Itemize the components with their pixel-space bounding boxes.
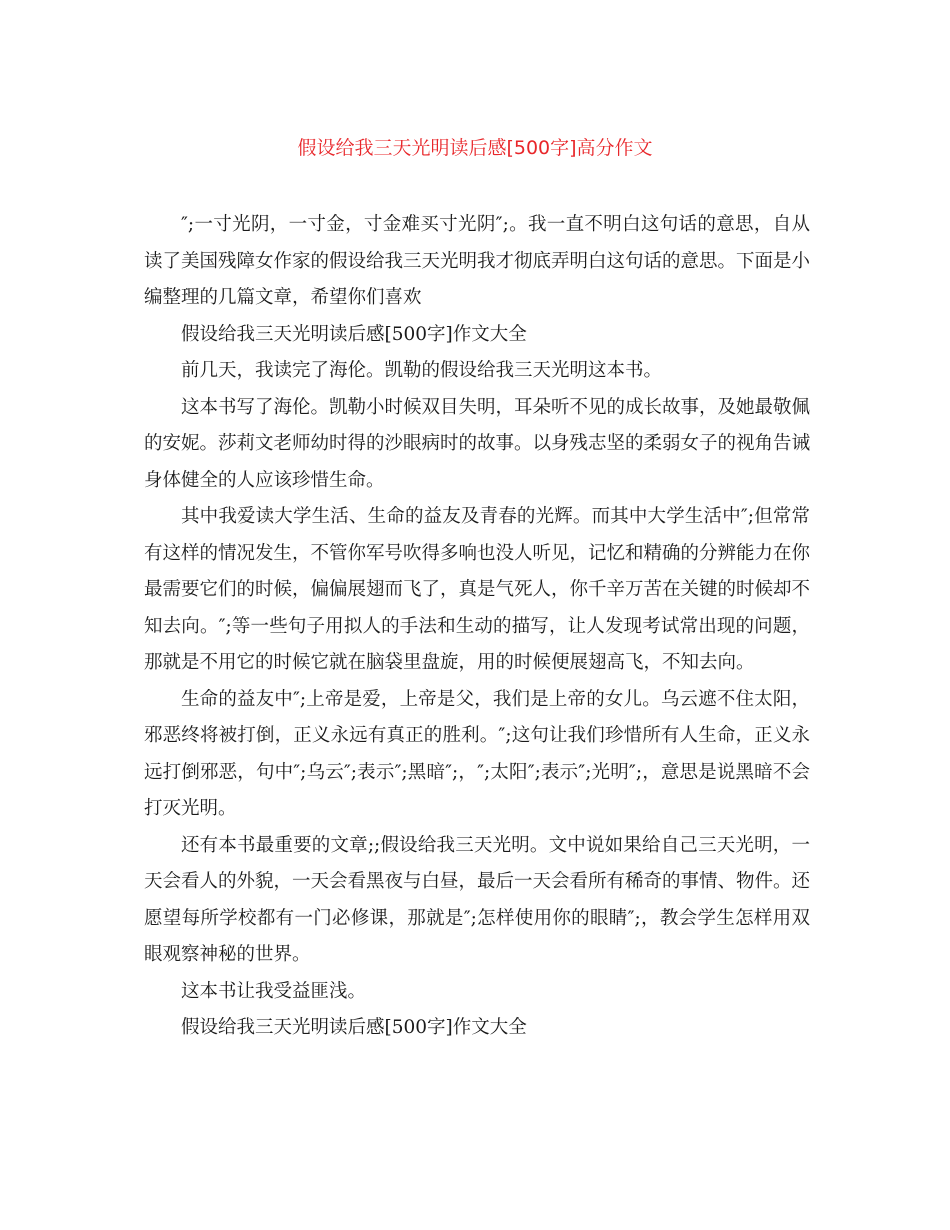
paragraph-subheading: 假设给我三天光明读后感[500字]作文大全 bbox=[181, 323, 527, 345]
paragraph: 生命的益友中″;上帝是爱，上帝是父，我们是上帝的女儿。乌云遮不住太阳，邪恶终将被打倒，正义永远有真正的胜利。″;这句让我们珍惜所有人生命，正义永远打倒邪恶，句中″;乌云″;表示″;黑暗″;，″;太阳″;表示″;光明″;，意思是说黑暗不会打灭光明。 bbox=[144, 688, 810, 819]
paragraph: 这本书让我受益匪浅。 bbox=[181, 980, 367, 1002]
paragraph: 前几天，我读完了海伦。凯勒的假设给我三天光明这本书。 bbox=[181, 360, 663, 381]
document-body bbox=[144, 207, 810, 1047]
paragraph-subheading: 假设给我三天光明读后感[500字]作文大全 bbox=[181, 1017, 527, 1038]
paragraph-intro: ″;一寸光阴，一寸金，寸金难买寸光阴″;。我一直不明白这句话的意思，自从读了美国残障女作家的假设给我三天光明我才彻底弄明白这句话的意思。下面是小编整理的几篇文章，希望你们喜欢 bbox=[144, 214, 811, 308]
paragraph: 这本书写了海伦。凯勒小时候双目失明，耳朵听不见的成长故事，及她最敬佩的安妮。莎莉文老师幼时得的沙眼病时的故事。以身残志坚的柔弱女子的视角告诫身体健全的人应该珍惜生命。 bbox=[144, 396, 811, 491]
paragraph: 其中我爱读大学生活、生命的益友及青春的光辉。而其中大学生活中″;但常常有这样的情况发生，不管你军号吹得多响也没人听见，记忆和精确的分辨能力在你最需要它们的时候，偏偏展翅而飞了，真是气死人，你千辛万苦在关键的时候却不知去向。″;等一些句子用拟人的手法和生动的描写，让人发现考试常出现的问题，那就是不用它的时候它就在脑袋里盘旋，用的时候便展翅高飞，不知去向。 bbox=[144, 506, 811, 673]
document-title: 假设给我三天光明读后感[500字]高分作文 bbox=[297, 137, 653, 159]
paragraph: 还有本书最重要的文章;;假设给我三天光明。文中说如果给自己三天光明，一天会看人的外貌，一天会看黑夜与白昼，最后一天会看所有稀奇的事情、物件。还愿望每所学校都有一门必修课，那就是″;怎样使用你的眼睛″;，教会学生怎样用双眼观察神秘的世界。 bbox=[144, 834, 811, 965]
